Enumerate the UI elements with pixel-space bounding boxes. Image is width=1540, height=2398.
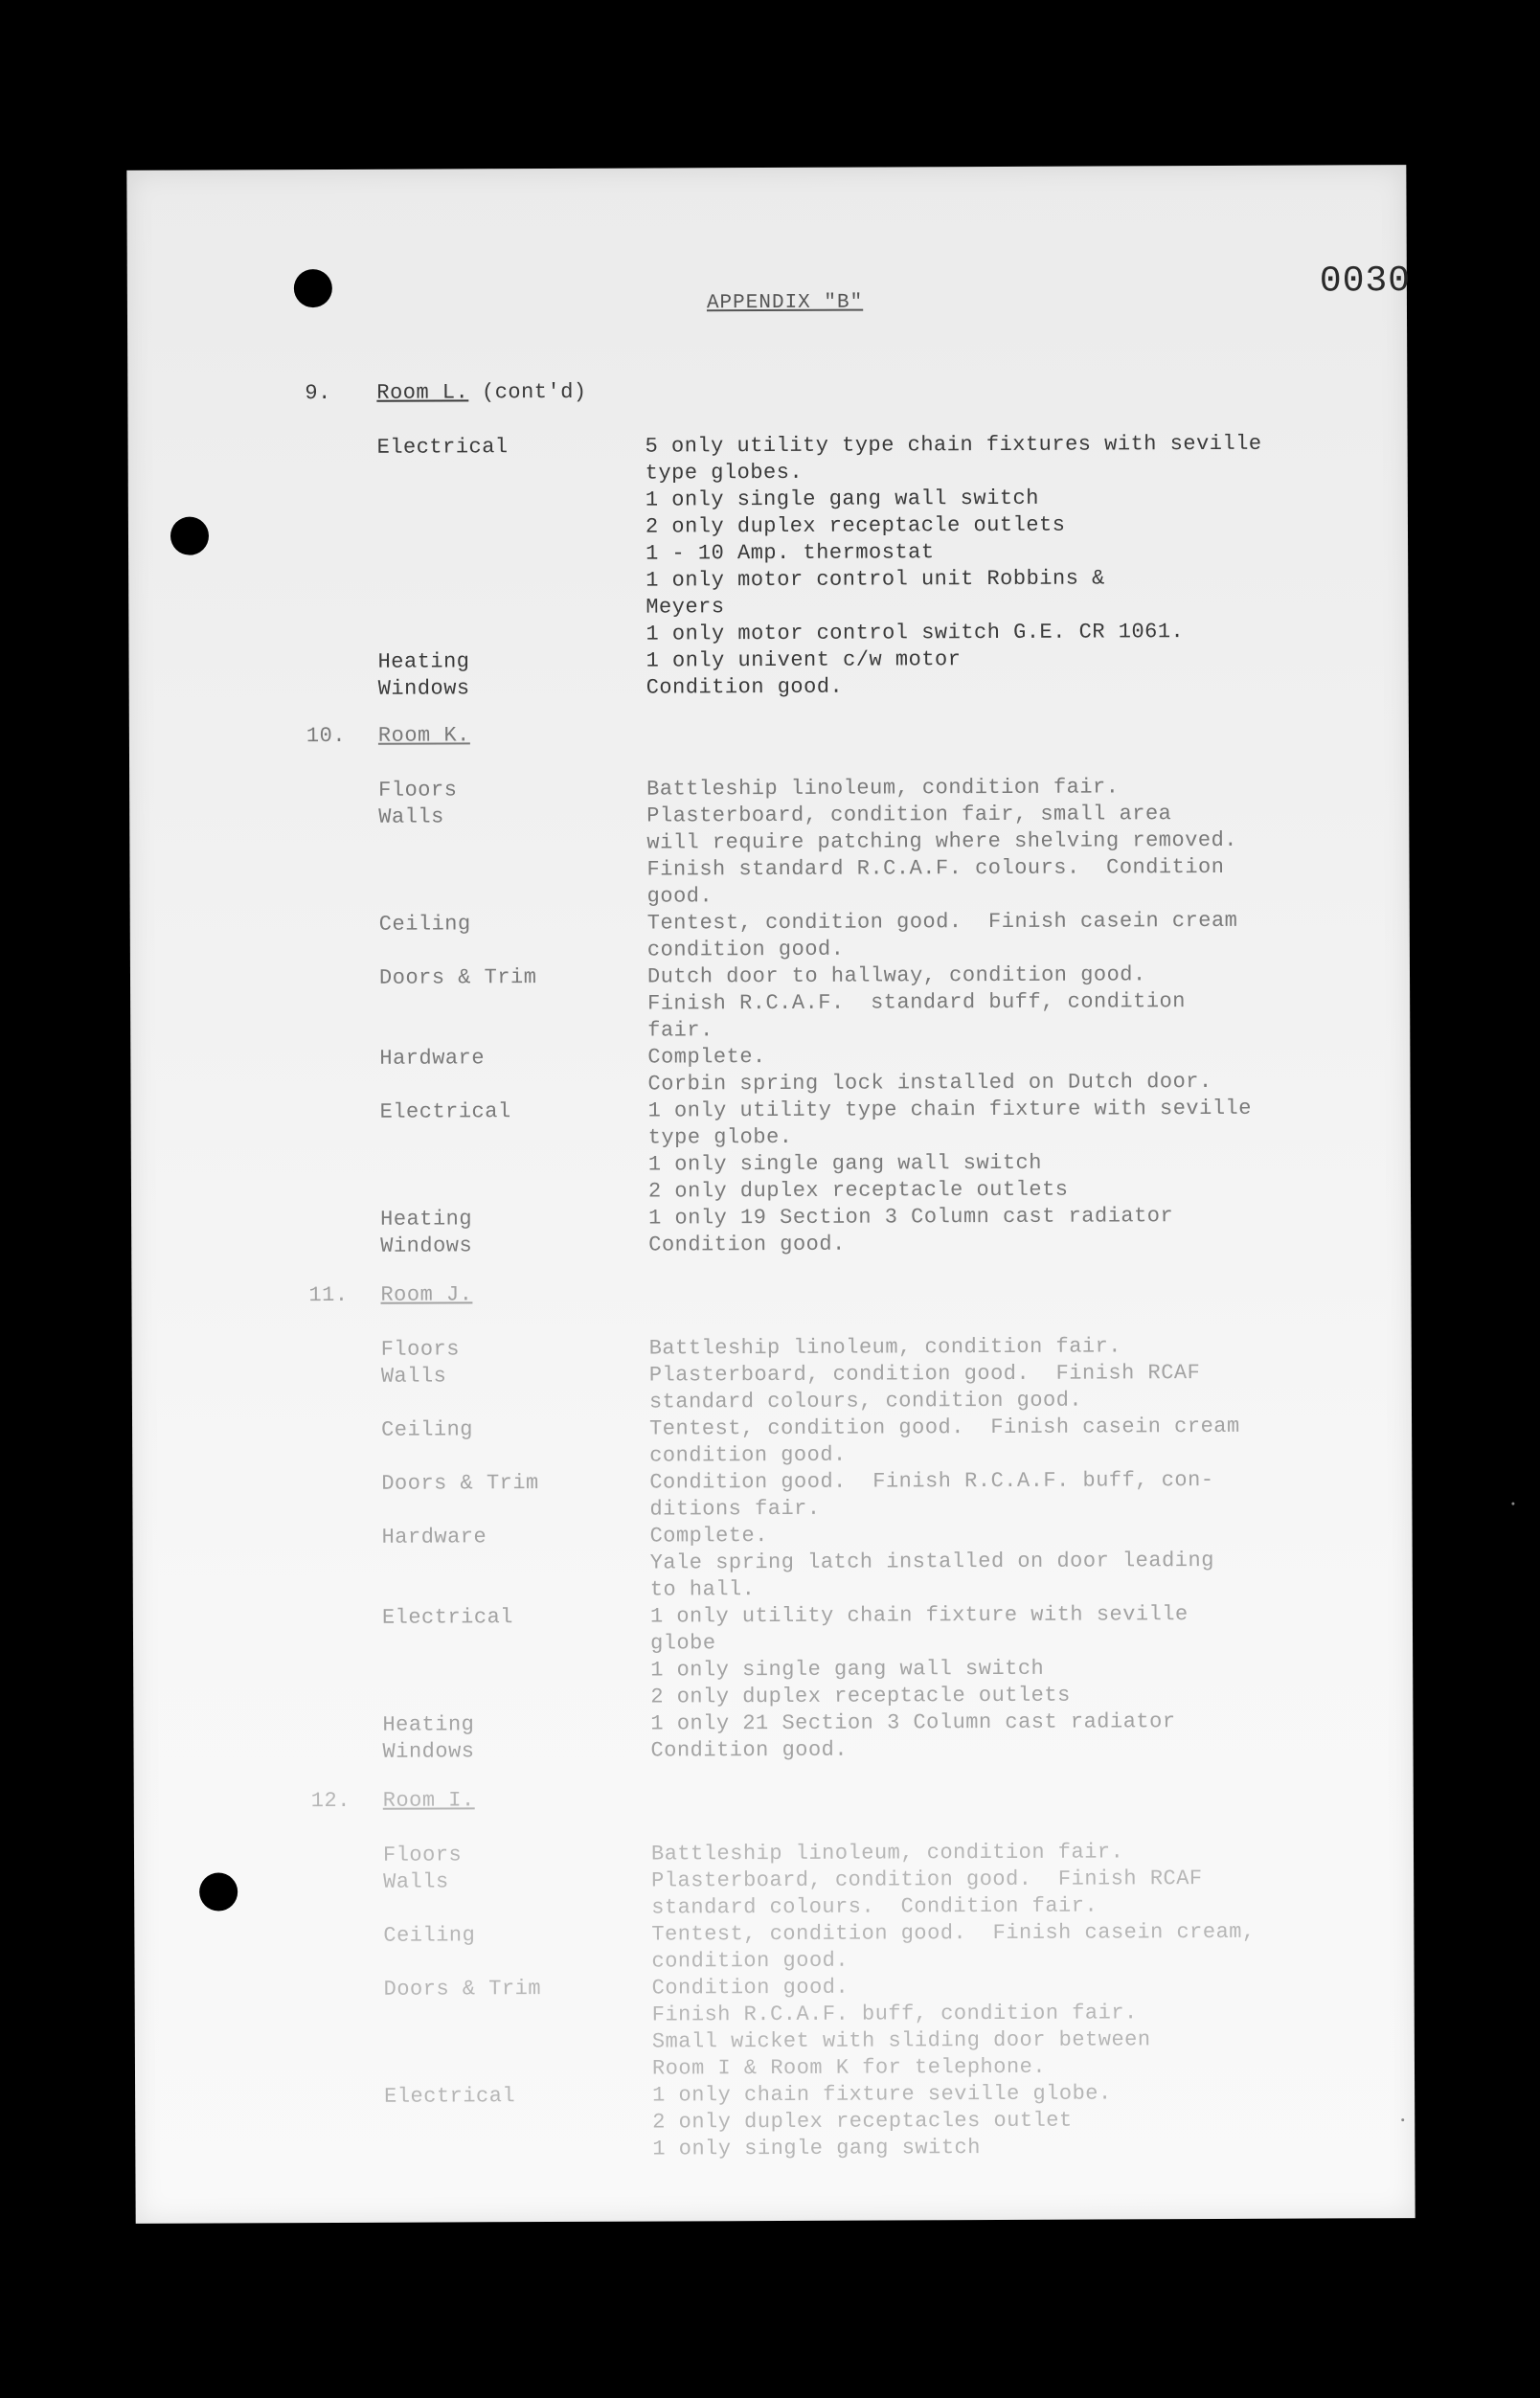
item-label: Ceiling — [383, 1923, 476, 1948]
item-label: Doors & Trim — [378, 965, 537, 990]
item-description-line: standard colours, condition good. — [648, 1388, 1083, 1414]
item-description-line: will require patching where shelving removed. — [646, 827, 1238, 855]
room-name: Room J. — [380, 1282, 473, 1307]
item-description-line: Meyers — [645, 595, 725, 620]
item-label: Doors & Trim — [381, 1471, 539, 1496]
item-description-line: Finish R.C.A.F. buff, condition fair. — [651, 2001, 1138, 2027]
item-description-line: 2 only duplex receptacle outlets — [647, 1177, 1069, 1204]
room-heading — [378, 722, 470, 749]
item-label: Windows — [377, 676, 470, 701]
item-description-line: Tentest, condition good. Finish casein cream, — [651, 1919, 1256, 1947]
item-label: Doors & Trim — [383, 1977, 542, 2002]
section-number: 12. — [310, 1788, 351, 1814]
section-number: 9. — [305, 380, 331, 406]
item-label: Floors — [378, 778, 458, 803]
item-description-line: Small wicket with sliding door between — [651, 2027, 1151, 2054]
item-description-line: 5 only utility type chain fixtures with seville — [645, 431, 1262, 459]
room-suffix: (cont'd) — [468, 379, 587, 405]
item-description-line: Tentest, condition good. Finish casein cream — [649, 1414, 1240, 1441]
item-description-line: Complete. — [647, 1045, 766, 1070]
item-description-line: 1 only single gang switch — [652, 2136, 981, 2161]
item-label: Windows — [382, 1739, 475, 1764]
item-description-line: Tentest, condition good. Finish casein cream — [646, 908, 1238, 936]
punch-hole — [199, 1872, 238, 1911]
item-description-line: 1 only 19 Section 3 Column cast radiator — [648, 1204, 1174, 1231]
item-description-line: Condition good. — [645, 674, 844, 700]
item-description-line: 1 - 10 Amp. thermostat — [645, 540, 935, 566]
item-label: Floors — [382, 1843, 463, 1867]
item-description-line: standard colours. Condition fair. — [651, 1893, 1098, 1920]
item-description-line: Complete. — [649, 1524, 768, 1549]
item-description-line: condition good. — [646, 937, 845, 962]
item-description-line: Plasterboard, condition fair, small area — [646, 802, 1172, 828]
item-description-line: 2 only duplex receptacle outlets — [645, 512, 1066, 539]
item-label: Ceiling — [381, 1417, 474, 1442]
item-description-line: 2 only duplex receptacles outlet — [652, 2108, 1073, 2135]
item-label: Heating — [380, 1207, 473, 1232]
item-description-line: Plasterboard, condition good. Finish RCAF — [651, 1866, 1203, 1893]
item-label: Heating — [382, 1712, 475, 1737]
section-number: 10. — [306, 723, 347, 749]
item-label: Walls — [378, 804, 444, 829]
item-label: Electrical — [376, 435, 509, 460]
item-description-line: Condition good. Finish R.C.A.F. buff, con- — [649, 1467, 1214, 1495]
room-heading — [383, 1787, 475, 1814]
item-label: Floors — [380, 1337, 460, 1362]
item-description-line: Finish R.C.A.F. standard buff, condition — [647, 989, 1186, 1016]
item-description-line: condition good. — [651, 1948, 849, 1974]
item-description-line: ditions fair. — [649, 1496, 821, 1522]
item-label: Electrical — [381, 1605, 514, 1630]
item-description-line: 1 only utility type chain fixture with seville — [647, 1096, 1252, 1123]
item-description-line: type globes. — [645, 460, 804, 486]
item-label: Heating — [377, 649, 470, 674]
item-description-line: 1 only single gang wall switch — [650, 1656, 1045, 1683]
item-description-line: Battleship linoleum, condition fair. — [646, 775, 1120, 802]
item-description-line: globe — [649, 1631, 716, 1656]
item-description-line: Condition good. — [650, 1737, 849, 1763]
document-page — [126, 165, 1415, 2224]
room-name: Room I. — [382, 1788, 475, 1813]
item-label: Walls — [380, 1364, 447, 1389]
item-description-line: Yale spring latch installed on door leading — [649, 1548, 1214, 1575]
item-description-line: 1 only utility chain fixture with seville — [649, 1602, 1189, 1629]
item-description-line: Finish standard R.C.A.F. colours. Condition — [646, 854, 1225, 882]
page-number: 0030 — [1319, 260, 1412, 303]
item-description-line: Corbin spring lock installed on Dutch door. — [647, 1069, 1212, 1097]
item-description-line: 1 only single gang wall switch — [645, 486, 1039, 512]
room-heading — [380, 1281, 472, 1308]
item-description-line: Battleship linoleum, condition fair. — [650, 1840, 1124, 1866]
section-number: 11. — [308, 1282, 349, 1308]
item-label: Walls — [383, 1869, 449, 1894]
item-description-line: 2 only duplex receptacle outlets — [650, 1683, 1071, 1709]
item-label: Ceiling — [378, 912, 471, 937]
item-description-line: to hall. — [649, 1577, 756, 1602]
item-description-line: 1 only chain fixture seville globe. — [652, 2081, 1112, 2108]
item-label: Electrical — [379, 1099, 511, 1124]
item-description-line: 1 only motor control unit Robbins & — [645, 566, 1105, 593]
item-label: Hardware — [381, 1525, 487, 1550]
item-description-line: 1 only 21 Section 3 Column cast radiator — [650, 1709, 1176, 1736]
punch-hole — [294, 269, 332, 307]
item-description-line: type globe. — [647, 1124, 793, 1150]
appendix-title: APPENDIX "B" — [706, 291, 864, 315]
item-description-line: good. — [646, 884, 713, 909]
item-description-line: condition good. — [649, 1442, 847, 1468]
room-name: Room L. — [376, 380, 469, 405]
item-description-line: Dutch door to hallway, condition good. — [646, 962, 1146, 989]
item-description-line: fair. — [647, 1018, 713, 1043]
item-label: Hardware — [379, 1046, 486, 1071]
item-description-line: 1 only single gang wall switch — [647, 1150, 1042, 1177]
item-description-line: Battleship linoleum, condition fair. — [648, 1334, 1122, 1361]
punch-hole — [170, 517, 209, 555]
room-heading — [376, 379, 586, 407]
item-description-line: Condition good. — [651, 1975, 849, 2001]
room-name: Room K. — [377, 723, 470, 748]
item-label: Electrical — [384, 2084, 516, 2109]
item-description-line: 1 only motor control switch G.E. CR 1061. — [645, 620, 1185, 646]
item-description-line: Condition good. — [648, 1232, 846, 1257]
item-description-line: 1 only univent c/w motor — [645, 647, 962, 673]
item-description-line: Plasterboard, condition good. Finish RCAF — [648, 1361, 1201, 1388]
item-description-line: Room I & Room K for telephone. — [651, 2054, 1047, 2081]
item-label: Windows — [380, 1233, 473, 1258]
